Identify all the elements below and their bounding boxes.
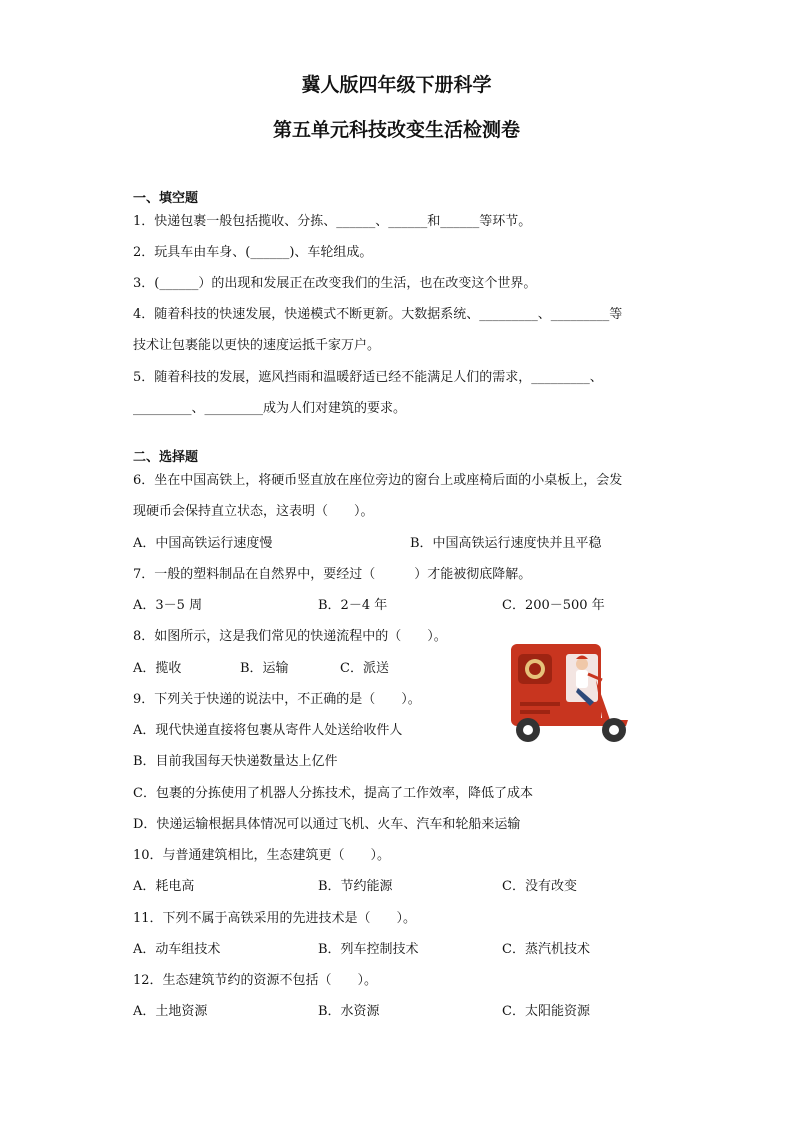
fill-q5-line-2: _________、_________成为人们对建筑的要求。	[133, 401, 407, 416]
q9-option-c: C．包裹的分拣使用了机器人分拣技术，提高了工作效率，降低了成本	[133, 786, 533, 801]
title-line-2: 第五单元科技改变生活检测卷	[272, 119, 520, 141]
q11-option-b: B．列车控制技术	[318, 942, 419, 957]
q10-option-c: C．没有改变	[502, 879, 577, 894]
section-choice-heading: 二、选择题	[133, 450, 199, 465]
q7-option-a: A．3－5 周	[133, 598, 203, 613]
q10-option-a: A．耗电高	[133, 879, 195, 894]
choice-q8: 8．如图所示，这是我们常见的快递流程中的（ ）。	[133, 629, 447, 644]
choice-q6-line-1: 6．坐在中国高铁上，将硬币竖直放在座位旁边的窗台上或座椅后面的小桌板上，会发	[133, 473, 623, 488]
q6-option-a: A．中国高铁运行速度慢	[133, 536, 273, 551]
fill-q4-line-2: 技术让包裹能以更快的速度运抵千家万户。	[133, 338, 381, 353]
fill-q1: 1．快递包裹一般包括揽收、分拣、______、______和______等环节。	[133, 214, 532, 229]
choice-q9: 9．下列关于快递的说法中，不正确的是（ ）。	[133, 692, 421, 707]
q7-option-c: C．200－500 年	[502, 598, 605, 613]
choice-q7: 7．一般的塑料制品在自然界中，要经过（ ）才能被彻底降解。	[133, 567, 532, 582]
q12-option-b: B．水资源	[318, 1004, 380, 1019]
q8-option-c: C．派送	[340, 661, 389, 676]
q11-option-c: C．蒸汽机技术	[502, 942, 590, 957]
q7-option-b: B．2－4 年	[318, 598, 388, 613]
delivery-tricycle-illustration	[506, 640, 630, 746]
choice-q10: 10．与普通建筑相比，生态建筑更（ ）。	[133, 848, 391, 863]
q8-option-b: B．运输	[240, 661, 289, 676]
q8-option-a: A．揽收	[133, 661, 182, 676]
choice-q6-line-2: 现硬币会保持直立状态，这表明（ ）。	[133, 504, 374, 519]
q11-option-a: A．动车组技术	[133, 942, 221, 957]
fill-q2: 2．玩具车由车身、(______)、车轮组成。	[133, 245, 373, 260]
q10-option-b: B．节约能源	[318, 879, 393, 894]
q12-option-a: A．土地资源	[133, 1004, 208, 1019]
q9-option-d: D．快递运输根据具体情况可以通过飞机、火车、汽车和轮船来运输	[133, 817, 521, 832]
choice-q12: 12．生态建筑节约的资源不包括（ ）。	[133, 973, 378, 988]
fill-q4-line-1: 4．随着科技的快速发展，快递模式不断更新。大数据系统、_________、_________等	[133, 307, 623, 322]
fill-q5-line-1: 5．随着科技的发展，遮风挡雨和温暖舒适已经不能满足人们的需求，_________、	[133, 370, 603, 385]
q6-option-b: B．中国高铁运行速度快并且平稳	[410, 536, 602, 551]
q9-option-b: B．目前我国每天快递数量达上亿件	[133, 754, 338, 769]
choice-q11: 11．下列不属于高铁采用的先进技术是（ ）。	[133, 911, 417, 926]
section-fill-heading: 一、填空题	[133, 191, 199, 206]
title-line-1: 冀人版四年级下册科学	[301, 74, 492, 96]
q12-option-c: C．太阳能资源	[502, 1004, 590, 1019]
q9-option-a: A．现代快递直接将包裹从寄件人处送给收件人	[133, 723, 403, 738]
fill-q3: 3．(______）的出现和发展正在改变我们的生活，也在改变这个世界。	[133, 276, 537, 291]
